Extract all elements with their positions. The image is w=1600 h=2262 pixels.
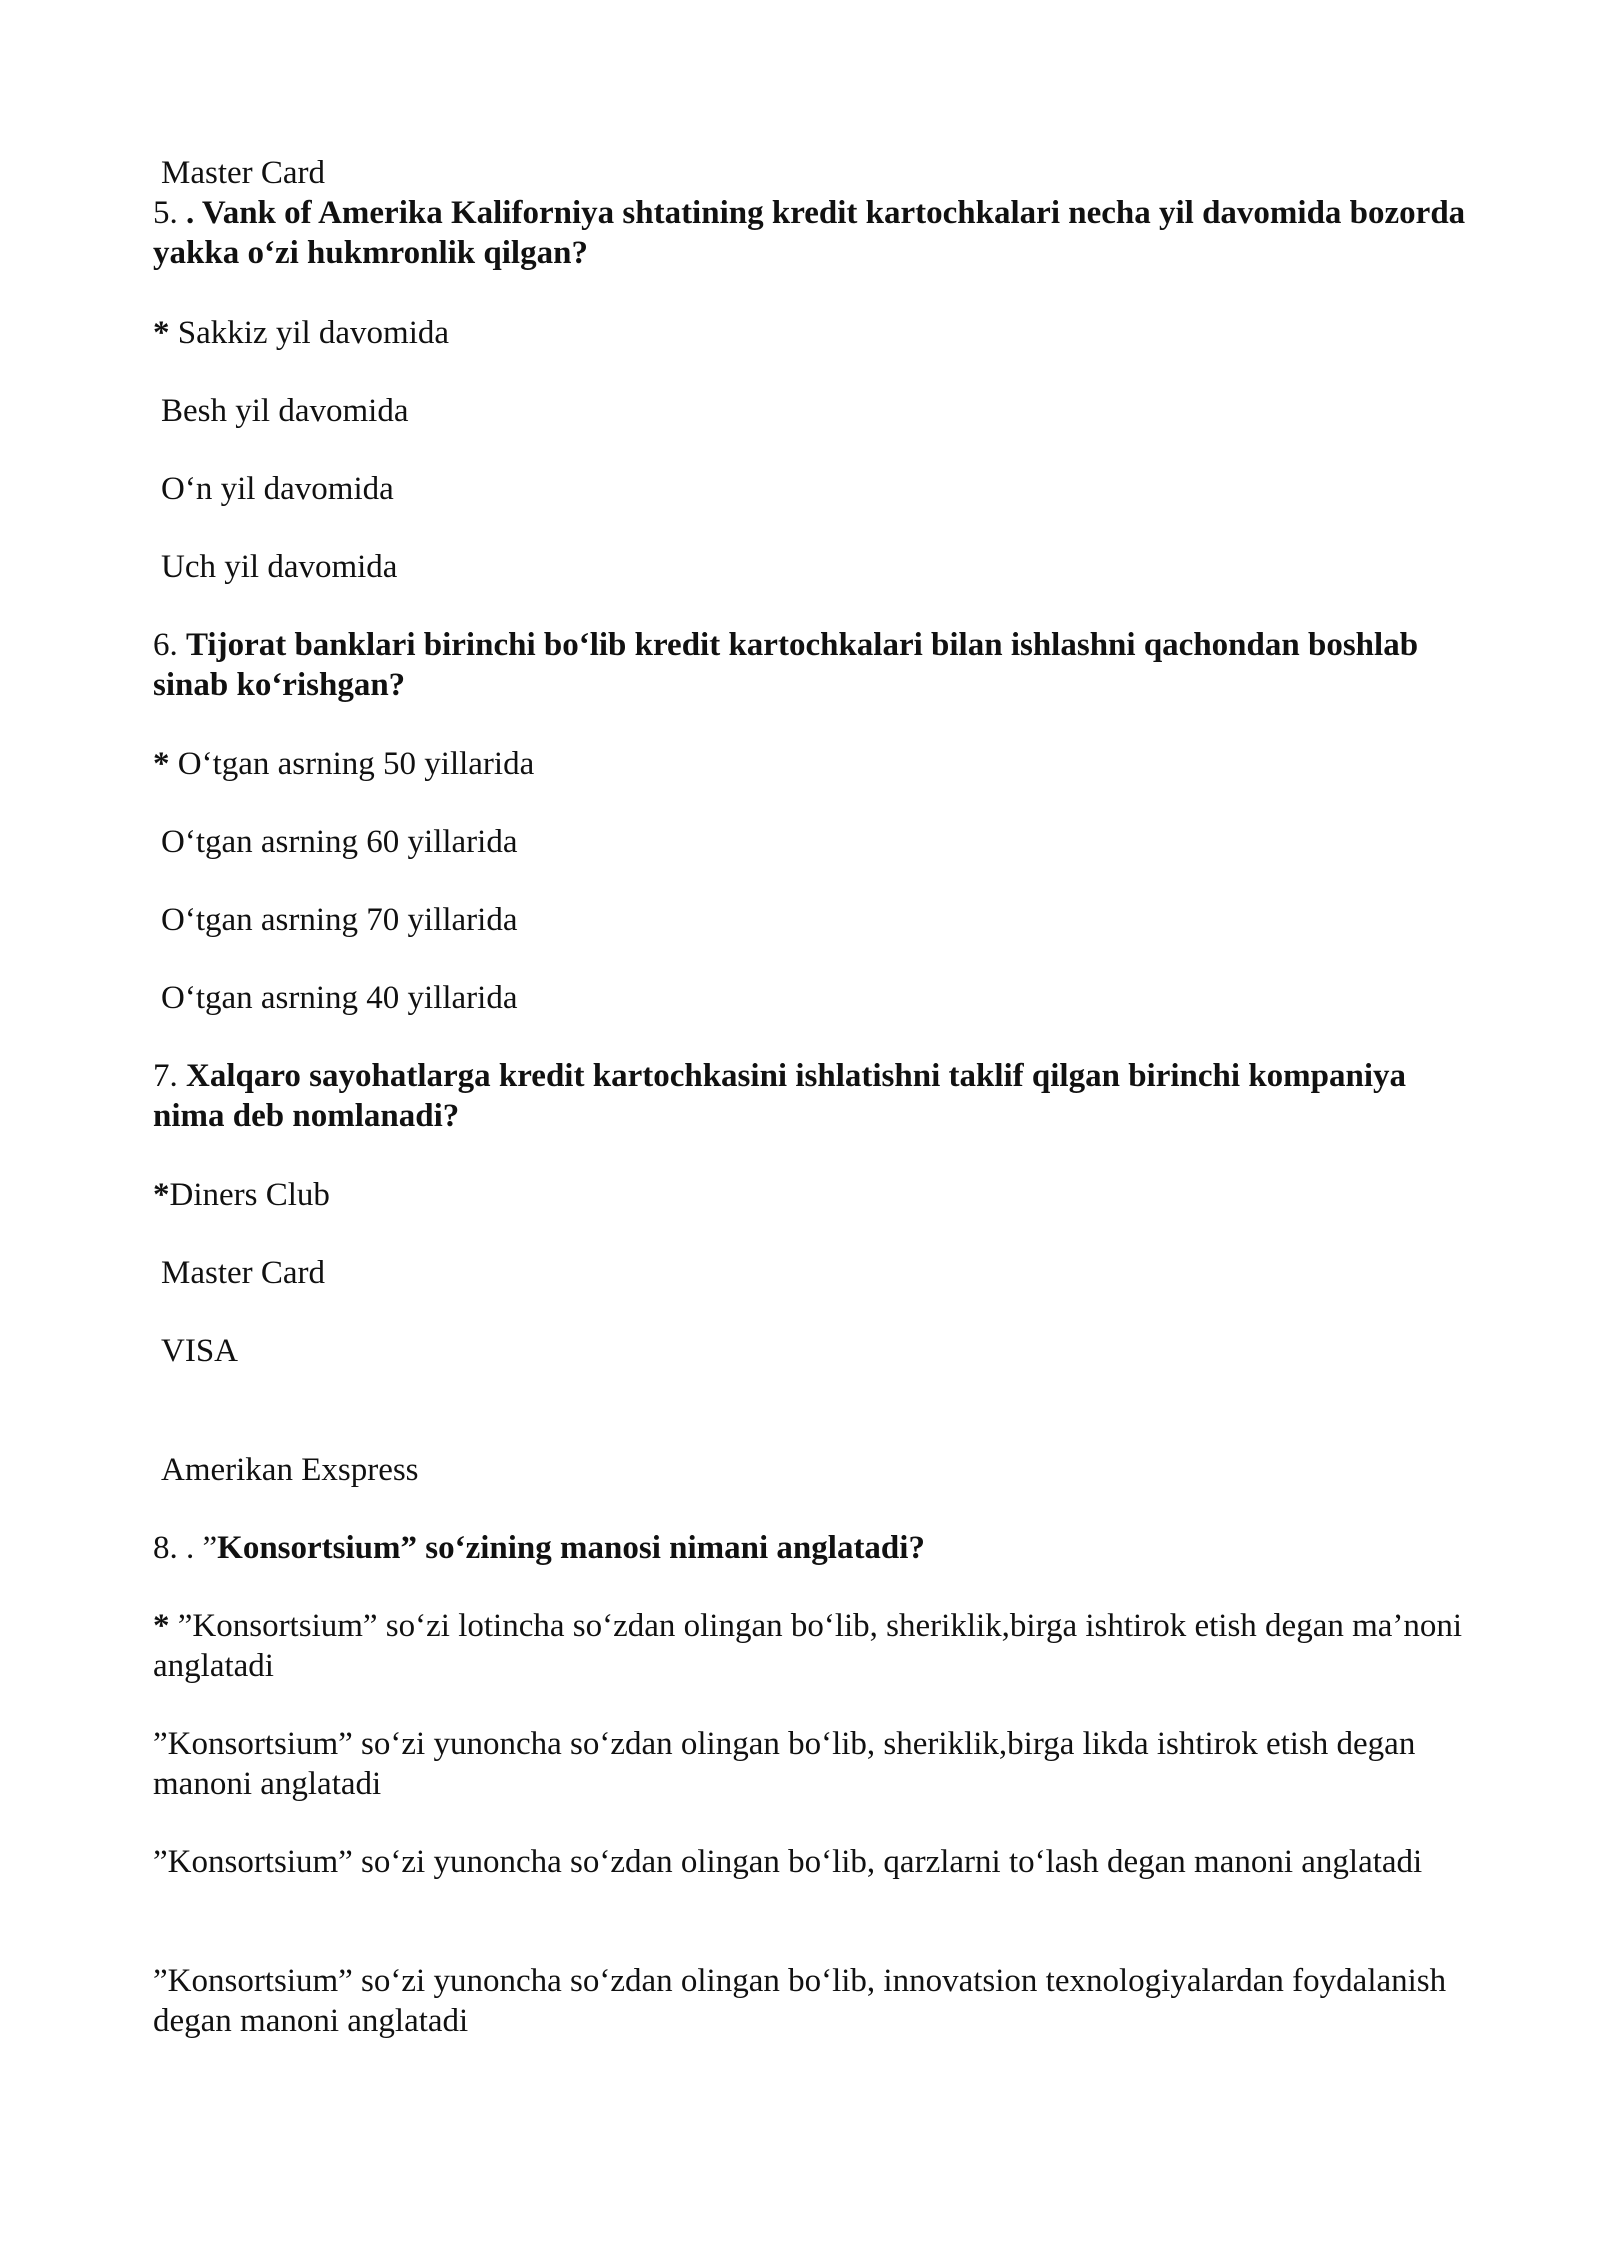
question-5-option-d: Uch yil davomida <box>161 549 398 585</box>
question-6-text: Tijorat banklari birinchi bo‘lib kredit kartochkalari bilan ishlashni qachondan boshlab sinab ko‘rishgan? <box>153 627 1419 703</box>
question-5-option-b: Besh yil davomida <box>161 393 409 429</box>
question-6-option-b: O‘tgan asrning 60 yillarida <box>161 824 518 860</box>
prev-option: Master Card <box>161 155 326 191</box>
question-7-option-d: Amerikan Exspress <box>161 1452 419 1488</box>
question-8-option-c: ”Konsortsium” so‘zi yunoncha so‘zdan olingan bo‘lib, qarzlarni to‘lash degan manoni anglatadi <box>153 1844 1423 1880</box>
question-7-option-a <box>153 1175 1483 1215</box>
option-text: O‘tgan asrning 50 yillarida <box>169 746 535 782</box>
question-8-text: Konsortsium” so‘zining manosi nimani anglatadi? <box>217 1530 925 1566</box>
question-8-option-b: ”Konsortsium” so‘zi yunoncha so‘zdan olingan bo‘lib, sheriklik,birga likda ishtirok etish degan manoni anglatadi <box>153 1726 1416 1802</box>
question-5-number: 5. <box>153 195 186 231</box>
question-8-option-d: ”Konsortsium” so‘zi yunoncha so‘zdan olingan bo‘lib, innovatsion texnologiyalardan foydalanish degan manoni anglatadi <box>153 1963 1447 2039</box>
question-5-option-c: O‘n yil davomida <box>161 471 394 507</box>
question-8-option-a <box>153 1606 1483 1686</box>
correct-marker: * <box>153 1177 170 1213</box>
correct-marker: * <box>153 746 170 782</box>
correct-marker: * <box>153 315 170 351</box>
option-text: ”Konsortsium” so‘zi lotincha so‘zdan olingan bo‘lib, sheriklik,birga ishtirok etish degan ma’noni anglatadi <box>153 1608 1463 1684</box>
question-6-option-a <box>153 744 1483 784</box>
question-8 <box>153 1528 1483 1568</box>
question-5-option-a <box>153 313 1483 353</box>
question-7 <box>153 1056 1483 1136</box>
question-6-option-d: O‘tgan asrning 40 yillarida <box>161 980 518 1016</box>
question-6 <box>153 625 1483 705</box>
option-text: Sakkiz yil davomida <box>169 315 450 351</box>
question-8-number: 8. . ” <box>153 1530 218 1566</box>
question-7-number: 7. <box>153 1058 186 1094</box>
correct-marker: * <box>153 1608 170 1644</box>
question-7-option-c: VISA <box>161 1333 239 1369</box>
question-6-number: 6. <box>153 627 186 663</box>
question-5-text: . Vank of Amerika Kaliforniya shtatining kredit kartochkalari necha yil davomida bozorda yakka o‘zi hukmronlik qilgan? <box>153 195 1466 271</box>
question-5 <box>153 193 1483 273</box>
question-7-text: Xalqaro sayohatlarga kredit kartochkasini ishlatishni taklif qilgan birinchi kompaniya nima deb nomlanadi? <box>153 1058 1407 1134</box>
question-7-option-b: Master Card <box>161 1255 326 1291</box>
question-6-option-c: O‘tgan asrning 70 yillarida <box>161 902 518 938</box>
option-text: Diners Club <box>169 1177 330 1213</box>
